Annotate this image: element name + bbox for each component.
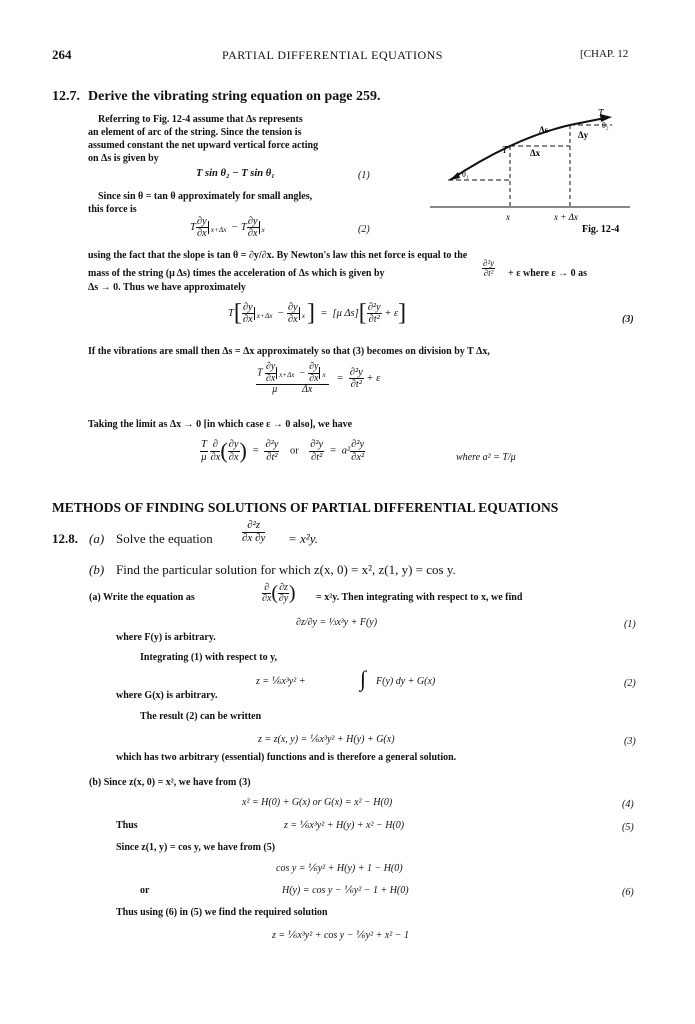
equation: T sin θ₂ − T sin θ₁ xyxy=(196,168,275,179)
text-line: Thus using (6) in (5) we find the required solution xyxy=(116,907,328,918)
fig-label: T xyxy=(502,145,508,156)
equation-number: (2) xyxy=(624,678,636,689)
equation: $\frac{T}{\mu}$ $\frac{\partial}{\partial x}$ ( $\frac{\partial y}{\partial x}$ ) = $\frac{\text{∂²y}}{\text{∂t²}}$ or $\frac{\text{∂²y}}{\text{∂t²}}$ = a² $\frac{\text{∂²y}}{\text{∂x²}}$ xyxy=(201,438,365,463)
fig-label: Δy xyxy=(578,130,589,140)
equation-number: (2) xyxy=(358,224,370,235)
problem-statement: Solve the equation xyxy=(116,531,213,546)
text-line: + ε where ε → 0 as xyxy=(508,268,588,279)
fig-label: θ₂ xyxy=(602,121,609,130)
text-line: this force is xyxy=(88,204,137,215)
equation: H(y) = cos y − ⅙y² − 1 + H(0) xyxy=(282,885,409,896)
running-title: PARTIAL DIFFERENTIAL EQUATIONS xyxy=(222,48,443,62)
equation-number: (3) xyxy=(622,314,634,325)
fig-label: T xyxy=(598,108,604,119)
text-line: Integrating (1) with respect to y, xyxy=(140,652,278,663)
section-heading: METHODS OF FINDING SOLUTIONS OF PARTIAL DIFFERENTIAL EQUATIONS xyxy=(52,500,559,515)
part-label: (a) xyxy=(89,531,105,546)
text-line: using the fact that the slope is tan θ = ∂y/∂x. By Newton's law this net force is equal to the xyxy=(88,250,468,261)
text-line: where G(x) is arbitrary. xyxy=(116,690,218,701)
equation-number: (4) xyxy=(622,799,634,810)
page-number: 264 xyxy=(52,47,72,62)
string-figure xyxy=(430,108,630,238)
text-line: The result (2) can be written xyxy=(140,711,262,722)
equation: = x²y. xyxy=(288,531,318,546)
equation: T $\frac{\partial y}{\partial x}$ $_{x+\Delta x}$ − $\frac{\partial y}{\partial x}$ $_x$ μ Δx = $\frac{\text{∂²y}}{\text{∂t²}}$ + ε xyxy=(257,361,381,395)
text-line: an element of arc of the string. Since the tension is xyxy=(88,127,302,138)
text-line: Since sin θ = tan θ approximately for small angles, xyxy=(98,191,313,202)
text-line: If the vibrations are small then Δs = Δx approximately so that (3) becomes on division by T Δx, xyxy=(88,346,490,357)
equation: z = z(x, y) = ⅙x³y² + H(y) + G(x) xyxy=(258,734,395,745)
problem-statement: Find the particular solution for which z(x, 0) = x², z(1, y) = cos y. xyxy=(116,562,456,577)
text-line: Since z(1, y) = cos y, we have from (5) xyxy=(116,842,276,853)
inline-fraction: $\frac{\text{∂²y}}{\text{∂t²}}$ xyxy=(483,258,495,279)
equation: cos y = ⅙y² + H(y) + 1 − H(0) xyxy=(276,863,403,874)
problem-statement: Derive the vibrating string equation on page 259. xyxy=(88,89,381,104)
text-line: Thus xyxy=(116,820,138,831)
text-line: assumed constant the net upward vertical force acting xyxy=(88,140,319,151)
equation-number: (6) xyxy=(622,887,634,898)
part-label: (b) xyxy=(89,562,105,577)
string-curve xyxy=(450,118,605,180)
equation-number: (1) xyxy=(624,619,636,630)
text-line: Referring to Fig. 12-4 assume that Δs represents xyxy=(98,114,303,125)
equation-number: (1) xyxy=(358,170,370,181)
text-line: mass of the string (μ Δs) times the acceleration of Δs which is given by xyxy=(88,268,385,279)
equation: $\frac{\partial}{\partial x}$ ( $\frac{\partial z}{\partial y}$ ) xyxy=(262,581,296,604)
chapter-label: [CHAP. 12 xyxy=(580,48,629,60)
equation-number: (5) xyxy=(622,822,634,833)
equation-number: (3) xyxy=(624,736,636,747)
text-line: where F(y) is arbitrary. xyxy=(116,632,216,643)
equation: F(y) dy + G(x) xyxy=(376,676,436,687)
text-line: which has two arbitrary (essential) functions and is therefore a general solution. xyxy=(116,752,457,763)
text-line: on Δs is given by xyxy=(88,153,159,164)
text-line: Taking the limit as Δx → 0 [in which case ε → 0 also], we have xyxy=(88,419,353,430)
problem-number: 12.8. xyxy=(52,531,78,546)
equation: x² = H(0) + G(x) or G(x) = x² − H(0) xyxy=(242,797,393,808)
equation: T $\frac{\partial y}{\partial x}$ $_{x+\Delta x}$ − T $\frac{\partial y}{\partial x}$ $_x$ xyxy=(190,216,265,240)
fig-label: θ₁ xyxy=(462,170,469,179)
figure-caption: Fig. 12-4 xyxy=(582,224,620,235)
equation: z = ⅙x³y² + H(y) + x² − H(0) xyxy=(284,820,405,831)
equation: $\frac{\text{∂²z}}{\partial x \partial y}$ xyxy=(242,519,266,544)
equation: ∂z/∂y = ⅓x³y + F(y) xyxy=(296,617,378,628)
arrow-head xyxy=(450,172,460,180)
text-line: (a) Write the equation as xyxy=(89,592,195,603)
final-solution: z = ⅙x³y² + cos y − ⅙y² + x² − 1 xyxy=(272,930,410,941)
text-line: = x²y. Then integrating with respect to x, we find xyxy=(316,592,523,603)
problem-number: 12.7. xyxy=(52,89,80,104)
fig-label: Δx xyxy=(530,148,541,158)
fig-label: x + Δx xyxy=(554,212,578,222)
fig-label: x xyxy=(506,212,510,222)
equation: T[ $\frac{\partial y}{\partial x}$ $_{x+\Delta x}$ − $\frac{\partial y}{\partial x}$ $_x$] = [μ Δs][ $\frac{\text{∂²y}}{\text{∂t²}}$ + ε] xyxy=(228,300,407,326)
equation-annotation: where a² = T/μ xyxy=(456,452,516,463)
text-line: Δs → 0. Thus we have approximately xyxy=(88,282,246,293)
text-line: (b) Since z(x, 0) = x², we have from (3) xyxy=(89,777,251,788)
integral-sign: ∫ xyxy=(360,666,367,691)
equation: z = ⅙x³y² + xyxy=(256,676,306,687)
text-line: or xyxy=(140,885,150,896)
fig-label: Δs xyxy=(539,125,549,135)
